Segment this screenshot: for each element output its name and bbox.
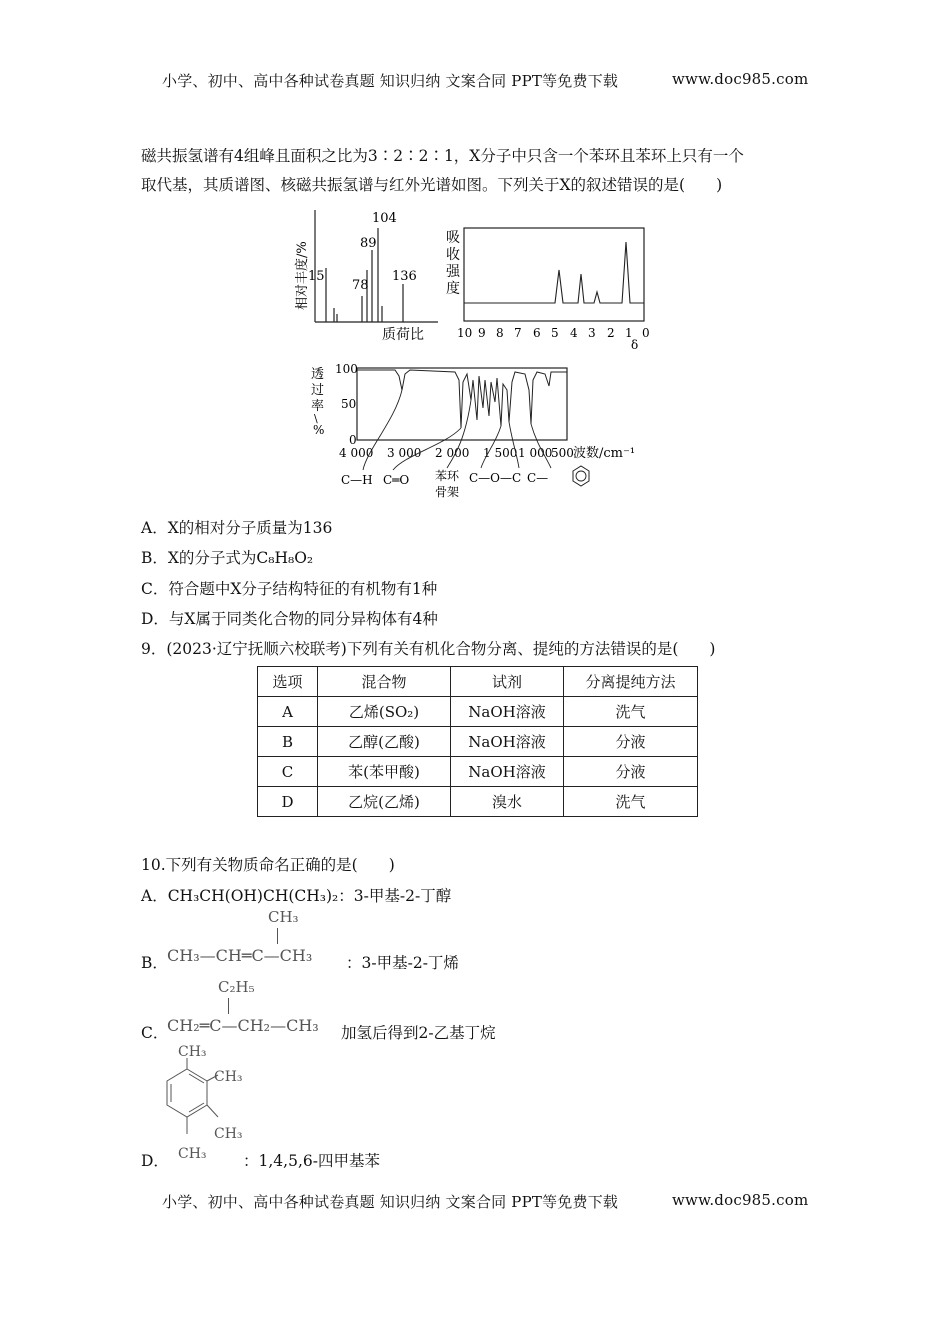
ir-xtick: 500 bbox=[551, 446, 574, 460]
d-ch3-bottom: CH₃ bbox=[178, 1146, 207, 1160]
footer-url: www.doc985.com bbox=[672, 1191, 809, 1209]
ir-xtick: 2 000 bbox=[435, 446, 470, 460]
ir-ylabel-5: % bbox=[313, 423, 325, 437]
table-row bbox=[258, 787, 698, 817]
ir-chart bbox=[305, 360, 650, 508]
table-cell: 乙烯(SO₂) bbox=[318, 697, 451, 727]
ir-xtick: 4 000 bbox=[339, 446, 374, 460]
ir-ytick-100: 100 bbox=[335, 362, 358, 376]
ir-ylabel-3: 率 bbox=[311, 399, 325, 414]
ir-xtick: 3 000 bbox=[387, 446, 422, 460]
q8-option-a: A．X的相对分子质量为136 bbox=[141, 519, 333, 537]
q10-option-c-label: C． bbox=[141, 1024, 169, 1042]
table-row bbox=[258, 697, 698, 727]
table-header: 选项 bbox=[258, 667, 318, 697]
ir-xtick: 1 000 bbox=[518, 446, 553, 460]
table-header: 试剂 bbox=[451, 667, 564, 697]
header-url: www.doc985.com bbox=[672, 70, 809, 88]
q9-table bbox=[257, 666, 698, 817]
table-cell: 分液 bbox=[564, 727, 698, 757]
ir-ylabel-4: \ bbox=[314, 412, 318, 425]
q10-b-bond bbox=[277, 928, 278, 944]
nmr-ylabel-3: 强 bbox=[446, 264, 460, 280]
q10-option-b-label: B． bbox=[141, 954, 168, 972]
nmr-ylabel-2: 收 bbox=[446, 247, 460, 263]
ms-label-104: 104 bbox=[372, 211, 397, 226]
q10-option-a: A．CH₃CH(OH)CH(CH₃)₂：3-甲基-2-丁醇 bbox=[141, 887, 452, 905]
header-text: 小学、初中、高中各种试卷真题 知识归纳 文案合同 PPT等免费下载 bbox=[162, 72, 619, 90]
ir-annot-co: C═O bbox=[383, 473, 410, 487]
table-cell: A bbox=[258, 697, 318, 727]
q10-c-chain: CH₂═C—CH₂—CH₃ bbox=[167, 1016, 319, 1035]
ms-label-136: 136 bbox=[392, 269, 417, 284]
table-cell: C bbox=[258, 757, 318, 787]
ms-label-78: 78 bbox=[352, 278, 369, 293]
table-cell: 洗气 bbox=[564, 787, 698, 817]
table-cell: NaOH溶液 bbox=[451, 757, 564, 787]
nmr-tick: 3 bbox=[588, 326, 596, 340]
mass-spectrum-chart bbox=[290, 200, 440, 345]
q8-intro-line1: 磁共振氢谱有4组峰且面积之比为3∶2∶2∶1，X分子中只含一个苯环且苯环上只有一个 bbox=[141, 147, 744, 165]
table-cell: D bbox=[258, 787, 318, 817]
ms-label-15: 15 bbox=[308, 269, 325, 284]
table-cell: 洗气 bbox=[564, 697, 698, 727]
ir-ylabel-2: 过 bbox=[311, 383, 325, 398]
d-ch3-right-bottom: CH₃ bbox=[214, 1126, 243, 1142]
nmr-tick: 6 bbox=[533, 326, 541, 340]
q8-option-b: B．X的分子式为C₈H₈O₂ bbox=[141, 549, 314, 567]
table-header: 分离提纯方法 bbox=[564, 667, 698, 697]
table-header-row bbox=[258, 667, 698, 697]
q10-c-bond bbox=[228, 998, 229, 1014]
nmr-xlabel: δ bbox=[631, 338, 639, 350]
nmr-tick: 9 bbox=[478, 326, 486, 340]
table-cell: NaOH溶液 bbox=[451, 697, 564, 727]
q10-c-branch: C₂H₅ bbox=[218, 978, 255, 996]
q10-d-name: ：1,4,5,6-四甲基苯 bbox=[243, 1152, 380, 1170]
ir-annot-coc: C—O—C bbox=[469, 471, 522, 485]
footer-text: 小学、初中、高中各种试卷真题 知识归纳 文案合同 PPT等免费下载 bbox=[162, 1193, 619, 1211]
nmr-tick: 7 bbox=[514, 326, 522, 340]
nmr-tick: 5 bbox=[551, 326, 559, 340]
table-cell: B bbox=[258, 727, 318, 757]
ir-annot-skeleton: 骨架 bbox=[435, 485, 460, 499]
q10-b-name: ：3-甲基-2-丁烯 bbox=[346, 954, 459, 972]
nmr-tick: 10 bbox=[457, 326, 473, 340]
table-cell: 分液 bbox=[564, 757, 698, 787]
table-header: 混合物 bbox=[318, 667, 451, 697]
q10-b-branch: CH₃ bbox=[268, 908, 299, 926]
ir-ytick-0: 0 bbox=[349, 433, 357, 447]
table-cell: 乙醇(乙酸) bbox=[318, 727, 451, 757]
nmr-tick: 4 bbox=[570, 326, 578, 340]
table-cell: NaOH溶液 bbox=[451, 727, 564, 757]
ir-annot-ch: C—H bbox=[341, 473, 373, 487]
table-cell: 苯(苯甲酸) bbox=[318, 757, 451, 787]
q10-c-name: 加氢后得到2-乙基丁烷 bbox=[341, 1024, 496, 1042]
nmr-chart bbox=[440, 220, 665, 350]
q10-d-structure bbox=[160, 1040, 260, 1160]
q8-intro-line2: 取代基，其质谱图、核磁共振氢谱与红外光谱如图。下列关于X的叙述错误的是( ) bbox=[141, 176, 723, 194]
ir-xlabel: 波数/cm⁻¹ bbox=[573, 446, 636, 461]
nmr-ylabel-4: 度 bbox=[446, 281, 460, 297]
nmr-tick: 8 bbox=[496, 326, 504, 340]
table-cell: 乙烷(乙烯) bbox=[318, 787, 451, 817]
ms-xlabel: 质荷比 bbox=[382, 327, 424, 343]
ir-annot-ring: 苯环 bbox=[435, 469, 460, 483]
nmr-ylabel-1: 吸 bbox=[446, 230, 460, 246]
q8-option-c: C．符合题中X分子结构特征的有机物有1种 bbox=[141, 580, 438, 598]
nmr-tick: 1 bbox=[625, 326, 633, 340]
q8-option-d: D．与X属于同类化合物的同分异构体有4种 bbox=[141, 610, 438, 628]
ir-annot-cph: C— bbox=[527, 471, 549, 485]
table-row bbox=[258, 757, 698, 787]
ms-label-89: 89 bbox=[360, 236, 377, 251]
ir-ylabel-1: 透 bbox=[311, 367, 325, 382]
q10-stem: 10.下列有关物质命名正确的是( ) bbox=[141, 856, 395, 874]
table-cell: 溴水 bbox=[451, 787, 564, 817]
nmr-tick: 0 bbox=[642, 326, 650, 340]
nmr-tick: 2 bbox=[607, 326, 615, 340]
ir-ytick-50: 50 bbox=[341, 397, 357, 411]
ir-xtick: 1 500 bbox=[483, 446, 518, 460]
d-ch3-right-top: CH₃ bbox=[214, 1069, 243, 1085]
d-ch3-top: CH₃ bbox=[178, 1044, 207, 1060]
q9-stem: 9．(2023·辽宁抚顺六校联考)下列有关有机化合物分离、提纯的方法错误的是( ) bbox=[141, 640, 716, 658]
q10-option-d-label: D． bbox=[141, 1152, 169, 1170]
table-row bbox=[258, 727, 698, 757]
q10-b-chain: CH₃—CH═C—CH₃ bbox=[167, 946, 313, 965]
ms-ylabel: 相对丰度/% bbox=[295, 241, 310, 310]
